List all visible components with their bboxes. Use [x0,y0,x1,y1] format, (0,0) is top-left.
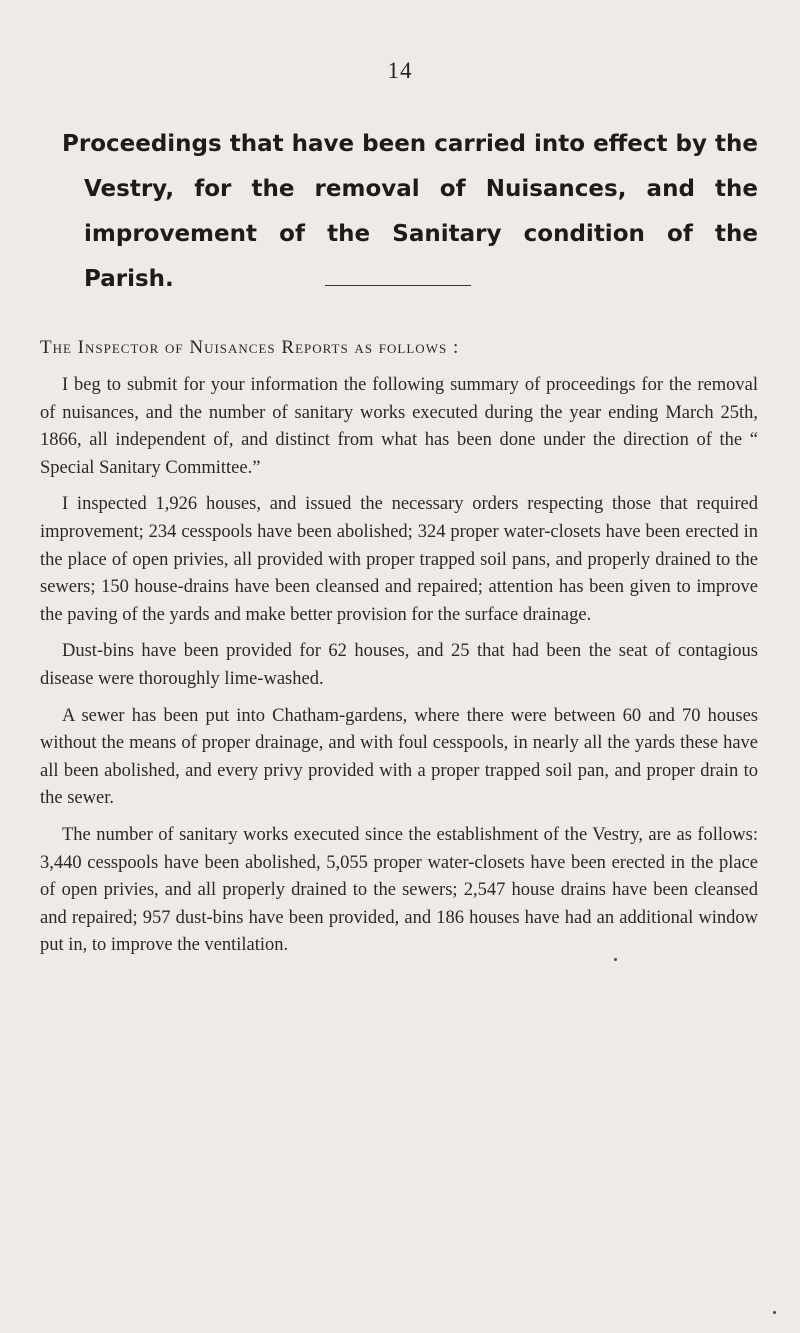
paragraph-summary: I beg to submit for your information the following summary of proceedings for the removal of nuisances, and the number of sanitary works executed during the year ending March 25th, 1866, all independent of, and distinct from what has been done under the direction of the “ Special Sanitary Committee.” [40,375,758,478]
divider-rule [325,285,471,286]
paragraph-totals: The number of sanitary works executed since the establishment of the Vestry, are as follows: 3,440 cesspools have been abolished, 5,055 proper water-closets have been erected in the place of open privies, and all properly drained to the sewers; 2,547 house drains have been cleansed and repaired; 957 dust-bins have been provided, and 186 houses have had an additional window put in, to improve the ventilation. [40,824,758,956]
paragraph-inspections: I inspected 1,926 houses, and issued the necessary orders respecting those that required improvement; 234 cesspools have been abolished; 324 proper water-closets have been erected in the place of open privies, all provided with proper trapped soil pans, and properly drained to the sewers; 150 house-drains have been cleansed and repaired; attention has been given to improve the paving of the yards and make better provision for the surface drainage. [40,494,758,625]
paper-speck [614,958,617,961]
page-heading: Proceedings that have been carried into effect by the Vestry, for the removal of Nuisances, and the improvement of the Sanitary condition of the Parish. [62,131,758,292]
paragraph-dust-bins: Dust-bins have been provided for 62 houses, and 25 that had been the seat of contagious disease were thoroughly lime-washed. [40,641,758,689]
body-text [40,372,758,969]
paper-speck [773,1311,776,1314]
paragraph-sewer: A sewer has been put into Chatham-gardens, where there were between 60 and 70 houses without the means of proper drainage, and with foul cesspools, in nearly all the yards these have all been abolished, and every privy provided with a proper trapped soil pan, and proper drain to the sewer. [40,705,758,809]
section-title: The Inspector of Nuisances Reports as follows : [40,337,460,358]
page-number: 14 [387,58,413,83]
